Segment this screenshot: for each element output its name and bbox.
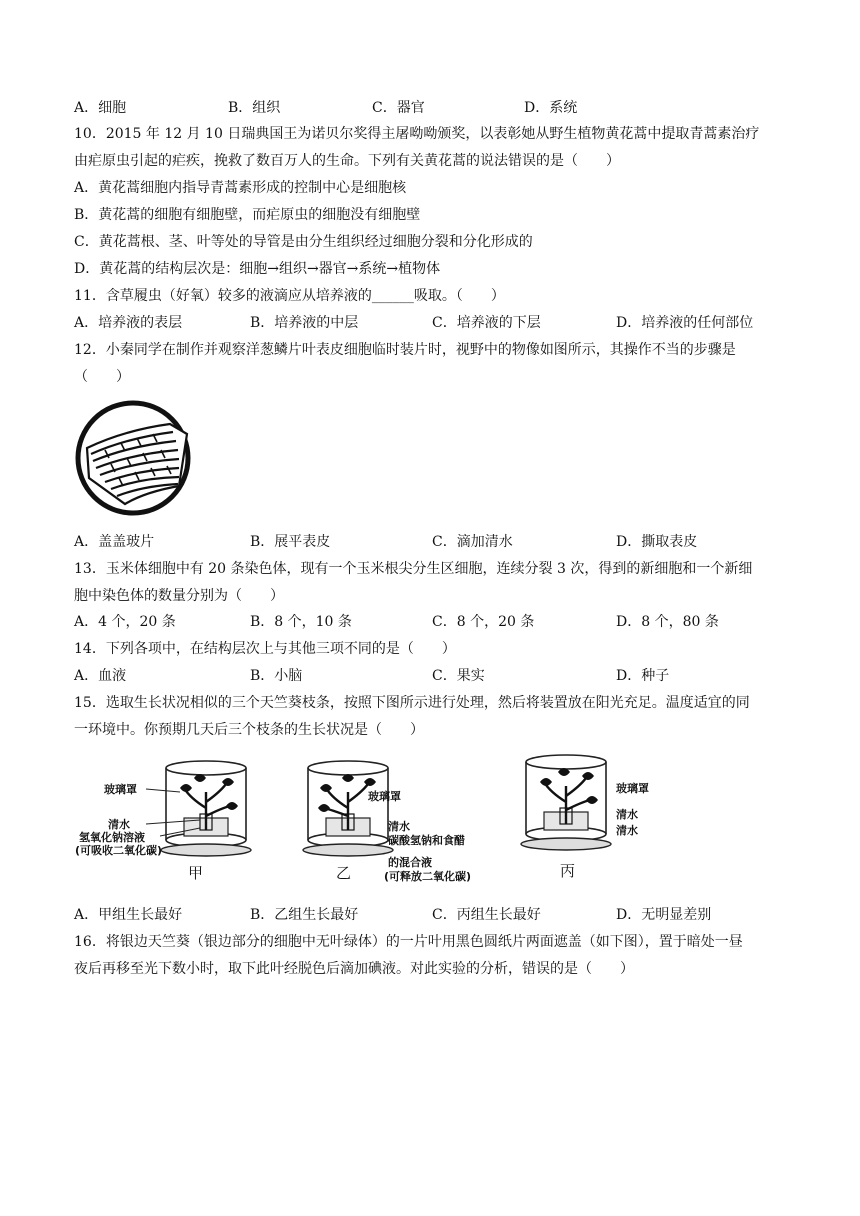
q14-options (74, 666, 794, 686)
q14-option-a: A．血液 (74, 668, 127, 684)
q9-option-b: B．组织 (228, 100, 281, 116)
q13-option-c: C．8 个，20 条 (432, 614, 535, 630)
q12-option-d: D．撕取表皮 (616, 534, 698, 550)
jia-leader-lines (140, 780, 210, 840)
yi-glass-label: 玻璃罩 (368, 790, 401, 803)
jia-solution-note: (可吸收二氧化碳) (75, 844, 163, 857)
q15-option-a: A．甲组生长最好 (74, 907, 183, 923)
yi-caption: 乙 (336, 864, 352, 882)
microscope-view-figure (75, 398, 193, 518)
bell-jar-yi (302, 758, 394, 858)
q11-options (74, 313, 794, 333)
yi-solution-label: 碳酸氢钠和食醋 (388, 834, 465, 847)
q15-option-b: B．乙组生长最好 (250, 907, 359, 923)
bing-water-label-2: 清水 (616, 824, 638, 837)
q15-stem-line1: 15．选取生长状况相似的三个天竺葵枝条，按照下图所示进行处理，然后将装置放在阳光充足。温度适宜的同 (74, 695, 750, 711)
q14-option-b: B．小脑 (250, 668, 303, 684)
q14-option-c: C．果实 (432, 668, 485, 684)
bing-caption: 丙 (560, 862, 576, 880)
q15-stem-line2: 一环境中。你预期几天后三个枝条的生长状况是（ ） (74, 722, 424, 738)
q12-option-a: A．盖盖玻片 (74, 534, 155, 550)
q10-option-c: C．黄花蒿根、茎、叶等处的导管是由分生组织经过细胞分裂和分化形成的 (74, 234, 533, 250)
bing-water-label-1: 清水 (616, 808, 638, 821)
q9-options (74, 98, 794, 118)
q9-option-a: A．细胞 (74, 100, 127, 116)
yi-water-label: 清水 (388, 820, 410, 833)
q13-stem-line2: 胞中染色体的数量分别为（ ） (74, 588, 284, 604)
q11-option-d: D．培养液的任何部位 (616, 315, 754, 331)
q16-stem-line2: 夜后再移至光下数小时，取下此叶经脱色后滴加碘液。对此实验的分析，错误的是（ ） (74, 961, 634, 977)
q9-option-d: D．系统 (524, 100, 578, 116)
q13-stem-line1: 13．玉米体细胞中有 20 条染色体，现有一个玉米根尖分生区细胞，连续分裂 3 次，得到的新细胞和一个新细 (74, 561, 753, 577)
q10-option-d: D．黄花蒿的结构层次是：细胞→组织→器官→系统→植物体 (74, 261, 441, 277)
bing-glass-label: 玻璃罩 (616, 782, 649, 795)
q11-option-a: A．培养液的表层 (74, 315, 183, 331)
bell-jar-bing (520, 752, 612, 852)
q12-option-c: C．滴加清水 (432, 534, 513, 550)
q13-option-d: D．8 个，80 条 (616, 614, 719, 630)
q15-options (74, 905, 794, 925)
q12-stem-line2: （ ） (74, 369, 130, 385)
q13-option-b: B．8 个，10 条 (250, 614, 352, 630)
jia-glass-label: 玻璃罩 (104, 783, 137, 796)
jia-solution-label: 氢氧化钠溶液 (79, 831, 145, 844)
q13-options (74, 612, 794, 632)
q10-stem-line2: 由疟原虫引起的疟疾，挽救了数百万人的生命。下列有关黄花蒿的说法错误的是（ ） (74, 153, 620, 169)
jia-water-label: 清水 (108, 818, 130, 831)
q14-option-d: D．种子 (616, 668, 670, 684)
q14-stem: 14．下列各项中，在结构层次上与其他三项不同的是（ ） (74, 641, 456, 657)
q15-option-d: D．无明显差别 (616, 907, 712, 923)
q12-option-b: B．展平表皮 (250, 534, 331, 550)
q10-stem-line1: 10．2015 年 12 月 10 日瑞典国王为诺贝尔奖得主屠呦呦颁奖，以表彰她从野生植物黄花蒿中提取青蒿素治疗 (74, 126, 760, 142)
q12-options (74, 532, 794, 552)
q13-option-a: A．4 个，20 条 (74, 614, 176, 630)
q10-option-a: A．黄花蒿细胞内指导青蒿素形成的控制中心是细胞核 (74, 180, 407, 196)
yi-solution-note: (可释放二氧化碳) (384, 870, 472, 883)
jia-caption: 甲 (188, 864, 204, 882)
q16-stem-line1: 16．将银边天竺葵（银边部分的细胞中无叶绿体）的一片叶用黑色圆纸片两面遮盖（如下图），置于暗处一昼 (74, 934, 743, 950)
q15-option-c: C．丙组生长最好 (432, 907, 541, 923)
q11-option-b: B．培养液的中层 (250, 315, 359, 331)
q10-option-b: B．黄花蒿的细胞有细胞壁，而疟原虫的细胞没有细胞壁 (74, 207, 421, 223)
yi-solution-line2: 的混合液 (388, 856, 432, 869)
q9-option-c: C．器官 (372, 100, 425, 116)
q11-option-c: C．培养液的下层 (432, 315, 541, 331)
q12-stem-line1: 12．小秦同学在制作并观察洋葱鳞片叶表皮细胞临时装片时，视野中的物像如图所示，其操作不当的步骤是 (74, 342, 736, 358)
q11-stem: 11．含草履虫（好氧）较多的液滴应从培养液的______吸取。（ ） (74, 288, 505, 304)
